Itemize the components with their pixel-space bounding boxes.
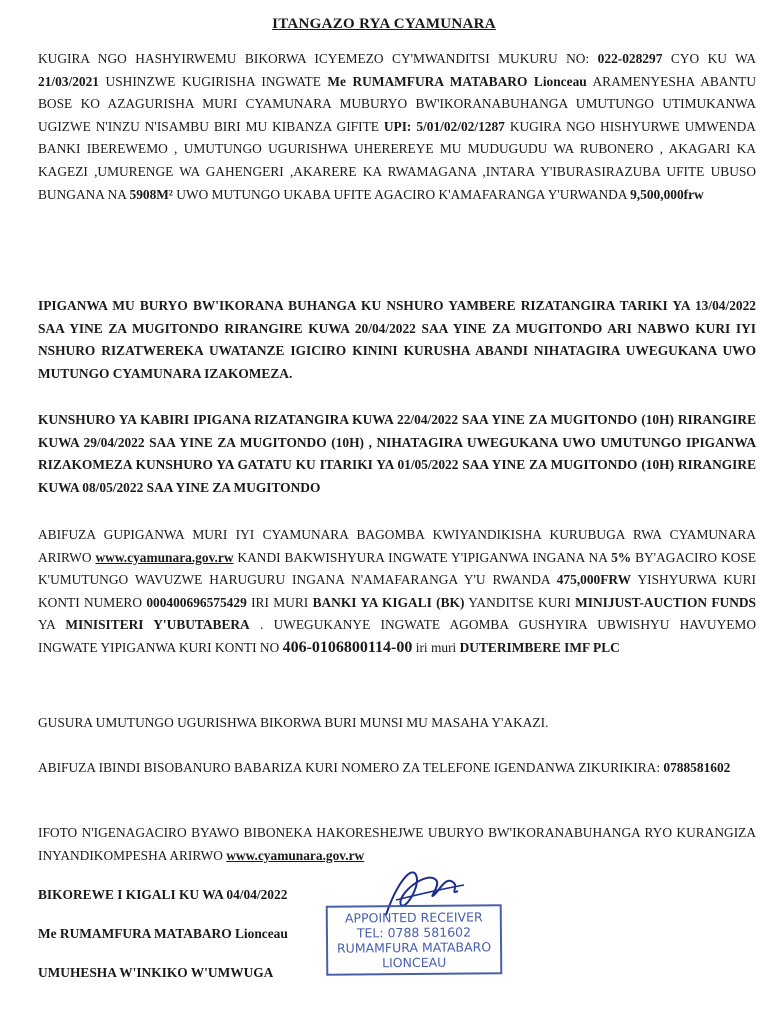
notice-title: ITANGAZO RYA CYAMUNARA xyxy=(272,16,496,32)
receiver-name: Me RUMAMFURA MATABARO Lionceau xyxy=(327,73,587,89)
property-value: 9,500,000frw xyxy=(630,186,704,202)
website-link-2[interactable]: www.cyamunara.gov.rw xyxy=(226,847,365,863)
paragraph-second-round: KUNSHURO YA KABIRI IPIGANA RIZATANGIRA KUWA 22/04/2022 SAA YINE ZA MUGITONDO (10H) RIRANGIRE KUWA 29/04/2022 SAA YINE ZA MUGITONDO (10H) , NIHATAGIRA UWEGUKANA UWO UMUTUNGO IPIGANWA RIZAKOMEZA KUNSHURO YA GATATU KU ITARIKI YA 01/05/2022 SAA YINE ZA MUGITONDO (10H) RIRANGIRE KUWA 08/05/2022 SAA YINE ZA MUGITONDO xyxy=(38,412,756,495)
imf-name: DUTERIMBERE IMF PLC xyxy=(459,639,620,655)
paragraph-visits: GUSURA UMUTUNGO UGURISHWA BIKORWA BURI MUNSI MU MASAHA Y'AKAZI. xyxy=(38,715,549,730)
bank-name: BANKI YA KIGALI (BK) xyxy=(312,594,465,610)
website-link[interactable]: www.cyamunara.gov.rw xyxy=(95,549,234,565)
signatory-name: Me RUMAMFURA MATABARO Lionceau xyxy=(38,926,288,941)
plot-area: 5908M² xyxy=(129,186,173,202)
phone-number: 0788581602 xyxy=(663,760,731,775)
konti-number: 406-0106800114-00 xyxy=(282,638,413,656)
deposit-percent: 5% xyxy=(611,549,632,565)
paragraph-contact: ABIFUZA IBINDI BISOBANURO BABARIZA KURI NOMERO ZA TELEFONE IGENDANWA ZIKURIKIRA: 0788581602 xyxy=(38,760,731,775)
paragraph-intro: KUGIRA NGO HASHYIRWEMU BIKORWA ICYEMEZO CY'MWANDITSI MUKURU NO: 022-028297 CYO KU WA 21/03/2021 USHINZWE KUGIRISHA INGWATE Me RUMAMFURA MATABARO Lionceau ARAMENYESHA ABANTU BOSE KO AZAGURISHA MURI CYAMUNARA MUBURYO BW'IKORANABUHANGA UMUTUNGO UTIMUKANWA UGIZWE N'INZU N'ISAMBU BIRI MU KIBANZA GIFITE UPI: 5/01/02/02/1287 KUGIRA NGO HISHYURWE UMWENDA BANKI IBEREWEMO , UMUTUNGO UGURISHWA UHEREREYE MU MUDUGUDU WA RUBONERO , AKAGARI KA KAGEZI ,UMURENGE WA GAHENGERI ,AKARERE KA RWAMAGANA ,INTARA Y'IBURASIRAZUBA UFITE UBUSO BUNGANA NA 5908M² UWO MUTUNGO UKABA UFITE AGACIRO K'AMAFARANGA Y'URWANDA 9,500,000frw xyxy=(38,51,756,202)
signatory-role: UMUHESHA W'INKIKO W'UMWUGA xyxy=(38,965,274,980)
ministry-name: MINISITERI Y'UBUTABERA xyxy=(65,617,250,633)
case-number: 022-028297 xyxy=(597,51,663,66)
paragraph-photos: IFOTO N'IGENAGACIRO BYAWO BIBONEKA HAKORESHEJWE UBURYO BW'IKORANABUHANGA RYO KURANGIZA INYANDIKOMPESHA ARIRWO www.cyamunara.gov.rw xyxy=(38,825,756,863)
upi-number: UPI: 5/01/02/02/1287 xyxy=(383,118,505,134)
deposit-amount: 475,000FRW xyxy=(556,572,632,588)
fund-name: MINIJUST-AUCTION FUNDS xyxy=(575,594,756,610)
place-date: BIKOREWE I KIGALI KU WA 04/04/2022 xyxy=(38,887,288,902)
paragraph-registration: ABIFUZA GUPIGANWA MURI IYI CYAMUNARA BAGOMBA KWIYANDIKISHA KURUBUGA RWA CYAMUNARA ARIRWO www.cyamunara.gov.rw KANDI BAKWISHYURA INGWATE Y'IPIGANWA INGANA NA 5% BY'AGACIRO KOSE K'UMUTUNGO WAVUZWE HARUGURU INGANA N'AMAFARANGA Y'U RWANDA 475,000FRW YISHYURWA KURI KONTI NUMERO 000400696575429 IRI MURI BANKI YA KIGALI (BK) YANDITSE KURI MINIJUST-AUCTION FUNDS YA MINISITERI Y'UBUTABERA . UWEGUKANYE INGWATE AGOMBA GUSHYIRA UBWISHYU HAVUYEMO INGWATE YIPIGANWA KURI KONTI NO 406-0106800114-00 iri muri DUTERIMBERE IMF PLC xyxy=(38,527,757,656)
paragraph-first-round: IPIGANWA MU BURYO BW'IKORANA BUHANGA KU NSHURO YAMBERE RIZATANGIRA TARIKI YA 13/04/2022 SAA YINE ZA MUGITONDO RIRANGIRE KUWA 20/04/2022 SAA YINE ZA MUGITONDO ARI NABWO KURI IYI NSHURO RIZATWEREKA UWATANZE IGICIRO KININI KURUSHA ABANDI NIHATAGIRA UWEGUKANA UWO MUTUNGO CYAMUNARA IZAKOMEZA. xyxy=(38,298,756,381)
order-date: 21/03/2021 xyxy=(38,73,100,89)
receiver-stamp: APPOINTED RECEIVER TEL: 0788 581602 RUMAMFURA MATABARO LIONCEAU xyxy=(326,904,503,976)
account-number: 000400696575429 xyxy=(146,594,247,610)
